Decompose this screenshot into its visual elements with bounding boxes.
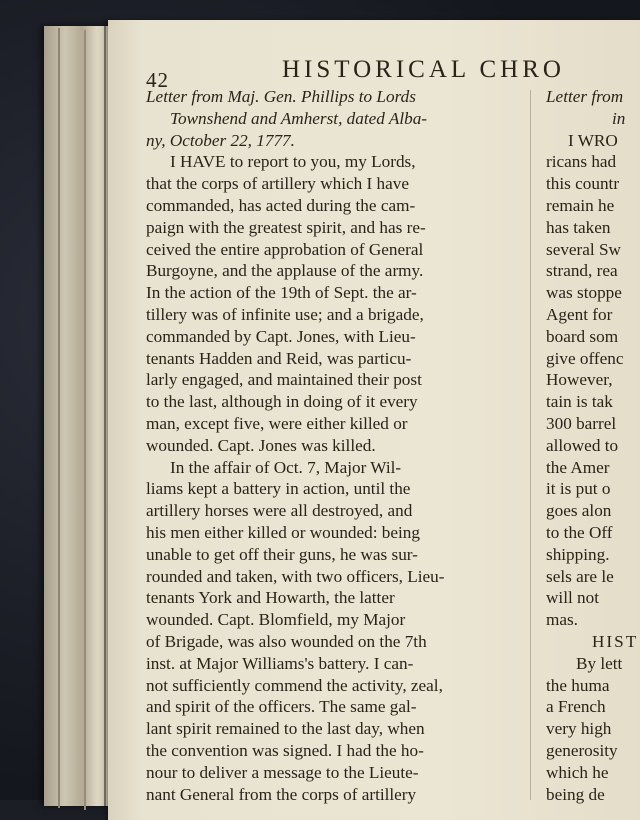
paragraph-line: wounded. Capt. Jones was killed. [146,435,376,455]
right-paragraph-line: very high [546,719,612,739]
paragraph-line: not sufficiently commend the activity, zeal, [146,675,443,695]
paragraph-line: the convention was signed. I had the ho- [146,740,424,760]
letter-heading-line: ny, October 22, 1777. [146,130,295,150]
running-head: HISTORICAL CHRO [282,56,565,83]
paragraph-line: tillery was of infinite use; and a brigade, [146,304,424,324]
right-paragraph-line: strand, rea [546,261,618,281]
right-paragraph-line: However, [546,370,613,390]
right-paragraph-line: generosity [546,740,618,760]
right-paragraph-line: goes alon [546,501,612,521]
letter-heading-line: Letter from Maj. Gen. Phillips to Lords [146,87,416,106]
right-paragraph-line: board som [546,326,619,346]
paragraph-line: tenants Hadden and Reid, was particu- [146,348,412,368]
paragraph-line: In the affair of Oct. 7, Major Wil- [170,457,402,477]
page-edge-line [104,26,106,806]
right-paragraph-line: tain is tak [546,392,613,412]
right-heading-line: Letter from [546,87,624,106]
right-paragraph-line: I WRO [568,130,618,150]
column-divider [530,90,531,800]
paragraph-line: liams kept a battery in action, until the [146,479,411,499]
page-edge-line [84,30,86,810]
right-paragraph-line: the huma [546,675,610,695]
paragraph-line: and spirit of the officers. The same gal- [146,697,417,717]
right-paragraph-line: Agent for [546,304,613,324]
right-paragraph-line: will not [546,588,599,608]
right-section-heading: HIST [592,631,639,651]
paragraph-line: man, except five, were either killed or [146,413,408,433]
paragraph-line: nour to deliver a message to the Lieute- [146,762,419,782]
paragraph-line: wounded. Capt. Blomfield, my Major [146,610,406,630]
right-paragraph-line: a French [546,697,606,717]
right-column [546,86,640,805]
paragraph-line: larly engaged, and maintained their post [146,370,422,390]
paragraph-line: ceived the entire approbation of General [146,239,424,259]
right-paragraph-line: sels are le [546,566,614,586]
paragraph-line: rounded and taken, with two officers, Lieu- [146,566,445,586]
letter-heading-line: Townshend and Amherst, dated Alba- [170,108,428,128]
paragraph-line: I HAVE to report to you, my Lords, [170,152,416,172]
right-paragraph-line: several Sw [546,239,621,259]
right-heading-line: in [612,108,626,128]
right-paragraph-line: remain he [546,195,615,215]
page-edge-line [58,28,60,808]
right-paragraph-line: allowed to [546,435,619,455]
right-paragraph-line: it is put o [546,479,611,499]
paragraph-line: artillery horses were all destroyed, and [146,501,413,521]
right-paragraph-line: 300 barrel [546,413,617,433]
paragraph-line: lant spirit remained to the last day, when [146,719,425,739]
paragraph-line: Burgoyne, and the applause of the army. [146,261,424,281]
paragraph-line: to the last, although in doing of it every [146,392,418,412]
paragraph-line: that the corps of artillery which I have [146,174,409,194]
paragraph-line: nant General from the corps of artillery [146,784,417,804]
paragraph-line: In the action of the 19th of Sept. the ar- [146,283,417,303]
right-paragraph-line: By lett [576,653,623,673]
right-paragraph-line: which he [546,762,609,782]
right-paragraph-line: to the Off [546,522,613,542]
paragraph-line: tenants York and Howarth, the latter [146,588,395,608]
paragraph-line: commanded by Capt. Jones, with Lieu- [146,326,416,346]
page-number: 42 [146,68,169,92]
right-paragraph-line: being de [546,784,605,804]
right-paragraph-line: mas. [546,610,578,630]
paragraph-line: his men either killed or wounded: being [146,522,420,542]
paragraph-line: paign with the greatest spirit, and has re- [146,217,426,237]
left-column [146,86,520,805]
paragraph-line: inst. at Major Williams's battery. I can- [146,653,414,673]
right-paragraph-line: has taken [546,217,611,237]
paragraph-line: commanded, has acted during the cam- [146,195,416,215]
right-paragraph-line: was stoppe [546,283,622,303]
right-paragraph-line: give offenc [546,348,624,368]
right-paragraph-line: this countr [546,174,620,194]
paragraph-line: unable to get off their guns, he was sur- [146,544,418,564]
right-paragraph-line: ricans had [546,152,617,172]
right-paragraph-line: shipping. [546,544,610,564]
right-paragraph-line: the Amer [546,457,610,477]
paragraph-line: of Brigade, was also wounded on the 7th [146,631,427,651]
